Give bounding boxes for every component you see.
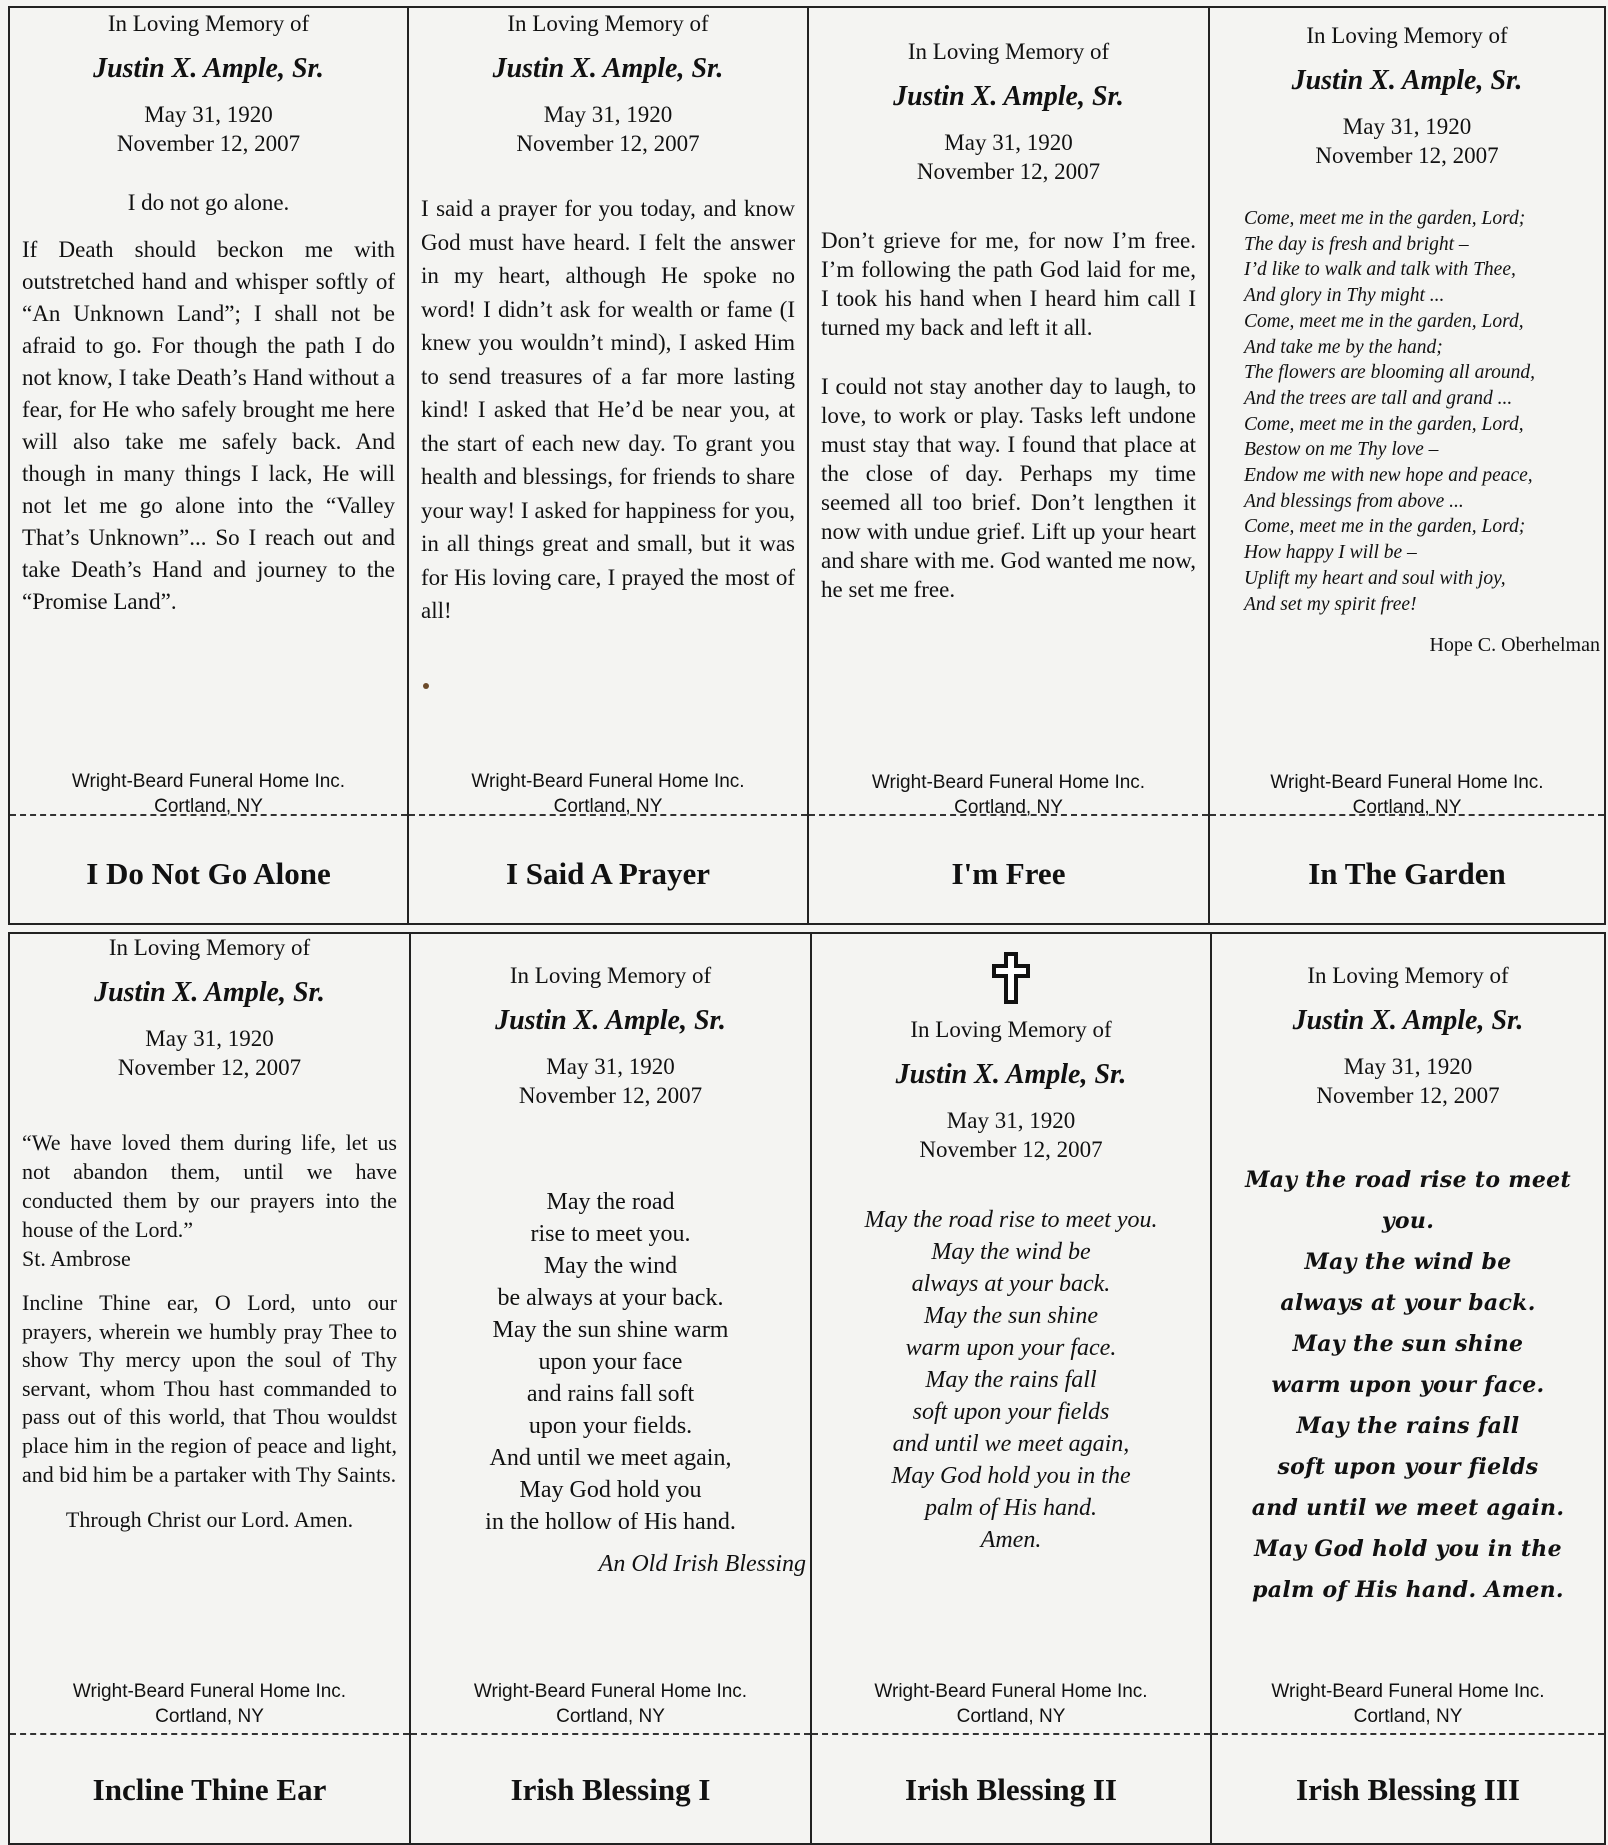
blessing-line: be always at your back. [497, 1285, 724, 1311]
blessing-line: May the road rise to meet you. [864, 1207, 1158, 1233]
poem-line: And set my spirit free! [1244, 593, 1417, 615]
funeral-home-footer [1212, 1679, 1604, 1729]
death-date: November 12, 2007 [117, 1055, 302, 1080]
birth-date: May 31, 1920 [546, 1054, 675, 1079]
funeral-home-name: Wright-Beard Funeral Home Inc. [471, 771, 745, 792]
death-date: November 12, 2007 [518, 1083, 703, 1108]
poem-paragraph-2: I could not stay another day to laugh, to love, to work or play. Tasks left undone must stay that way. I found that place at the close of day. Perhaps my time seemed all too brief. Don’t lengthen it now with undue grief. Lift up your heart and share with me. God wanted me now, he set me free. [821, 374, 1196, 602]
card-header [1210, 22, 1604, 170]
funeral-home-location: Cortland, NY [954, 797, 1063, 818]
blessing-body [824, 1204, 1198, 1556]
cut-line [10, 814, 407, 816]
blessing-line: and until we meet again. [1251, 1495, 1565, 1521]
in-loving-memory-label: In Loving Memory of [1306, 23, 1508, 48]
deceased-name: Justin X. Ample, Sr. [94, 977, 325, 1008]
funeral-home-location: Cortland, NY [155, 1706, 264, 1727]
funeral-home-name: Wright-Beard Funeral Home Inc. [871, 772, 1146, 793]
card-i-said-a-prayer [409, 8, 809, 923]
in-loving-memory-label: In Loving Memory of [507, 11, 709, 36]
blessing-line: warm upon your face. [1271, 1372, 1545, 1398]
funeral-home-footer [809, 770, 1208, 820]
blessing-line: and rains fall soft [526, 1381, 695, 1407]
blessing-line: May the wind [543, 1253, 678, 1279]
deceased-name: Justin X. Ample, Sr. [495, 1005, 726, 1036]
blessing-line: May the road [546, 1189, 675, 1215]
poem-paragraph: If Death should beckon me with outstretched hand and whisper softly of “An Unknown Land”; I shall not be afraid to go. For though the path I do not know, I take Death’s Hand without a fear, for He who safely brought me here will also take me safely back. And though in many things I lack, He will not let me go alone into the “Valley That’s Unknown”... So I reach out and take Death’s Hand and journey to the “Promise Land”. [22, 237, 395, 614]
poem-line: And the trees are tall and grand ... [1244, 387, 1513, 409]
blessing-line: always at your back. [1280, 1290, 1536, 1316]
card-title: Irish Blessing II [905, 1772, 1117, 1807]
poem-opening-line: I do not go alone. [127, 190, 290, 215]
poem-body [22, 188, 395, 618]
card-title: Irish Blessing I [510, 1772, 711, 1807]
blessing-line: May God hold you in the [1254, 1536, 1562, 1562]
card-incline-thine-ear [10, 934, 411, 1845]
poem-body [1244, 206, 1600, 659]
blessing-line: May God hold you in the [891, 1463, 1131, 1489]
birth-date: May 31, 1920 [145, 1026, 274, 1051]
card-in-the-garden [1210, 8, 1604, 923]
blessing-line: and until we meet again, [892, 1431, 1130, 1457]
card-header [809, 38, 1208, 186]
blessing-line: May God hold you [519, 1477, 702, 1503]
card-title: In The Garden [1308, 856, 1506, 891]
prayer-body [22, 1128, 397, 1534]
funeral-home-footer [1210, 770, 1604, 820]
birth-date: May 31, 1920 [1342, 114, 1472, 139]
deceased-name: Justin X. Ample, Sr. [895, 1059, 1127, 1090]
funeral-home-name: Wright-Beard Funeral Home Inc. [1270, 772, 1544, 793]
funeral-home-location: Cortland, NY [956, 1706, 1066, 1727]
death-date: November 12, 2007 [919, 1137, 1103, 1162]
deceased-name: Justin X. Ample, Sr. [93, 53, 324, 84]
birth-date: May 31, 1920 [944, 130, 1073, 155]
birth-date: May 31, 1920 [1343, 1054, 1473, 1079]
death-date: November 12, 2007 [516, 131, 700, 156]
funeral-home-location: Cortland, NY [1353, 1706, 1463, 1727]
blessing-line: palm of His hand. [924, 1495, 1097, 1521]
funeral-home-name: Wright-Beard Funeral Home Inc. [1271, 1681, 1545, 1702]
death-date: November 12, 2007 [916, 159, 1101, 184]
poem-line: Come, meet me in the garden, Lord, [1244, 413, 1524, 435]
card-header [409, 10, 807, 158]
deceased-name: Justin X. Ample, Sr. [1292, 1005, 1524, 1036]
card-header [812, 1016, 1210, 1164]
card-header [10, 934, 409, 1082]
poem-line: The flowers are blooming all around, [1244, 362, 1536, 384]
blessing-attribution: An Old Irish Blessing [598, 1551, 806, 1577]
blessing-line: palm of His hand. Amen. [1252, 1577, 1564, 1603]
in-loving-memory-label: In Loving Memory of [910, 1017, 1112, 1042]
blessing-line: soft upon your fields [1277, 1454, 1539, 1480]
funeral-home-footer [409, 769, 807, 819]
prayer-paragraph: Incline Thine ear, O Lord, unto our prayers, wherein we humbly pray Thee to show Thy mercy upon the soul of Thy servant, whom Thou hast commanded to pass out of this world, that Thou wouldst place him in the region of peace and light, and bid him be a partaker with Thy Saints. [22, 1290, 397, 1487]
cut-line [1212, 1733, 1604, 1735]
blessing-line: May the rains fall [1296, 1413, 1520, 1439]
deceased-name: Justin X. Ample, Sr. [1291, 65, 1523, 96]
card-header [10, 10, 407, 158]
blessing-line: in the hollow of His hand. [485, 1509, 736, 1535]
poem-line: Uplift my heart and soul with joy, [1244, 567, 1506, 589]
card-title: Incline Thine Ear [92, 1772, 327, 1807]
poem-line: I’d like to walk and talk with Thee, [1244, 259, 1516, 281]
in-loving-memory-label: In Loving Memory of [907, 39, 1110, 64]
in-loving-memory-label: In Loving Memory of [108, 935, 311, 960]
funeral-home-footer [411, 1679, 810, 1729]
poem-line: And take me by the hand; [1244, 336, 1443, 358]
prayer-quote-author: St. Ambrose [22, 1246, 131, 1271]
poem-line: Bestow on me Thy love – [1244, 439, 1439, 461]
blessing-line: May the wind be [1304, 1249, 1512, 1275]
blessing-line: May the wind be [931, 1239, 1091, 1265]
card-header [1212, 962, 1604, 1110]
funeral-home-location: Cortland, NY [553, 796, 663, 817]
card-irish-blessing-3 [1212, 934, 1604, 1845]
funeral-home-name: Wright-Beard Funeral Home Inc. [473, 1681, 748, 1702]
blessing-line: And until we meet again, [489, 1445, 732, 1471]
birth-date: May 31, 1920 [144, 102, 273, 127]
funeral-home-name: Wright-Beard Funeral Home Inc. [72, 1681, 347, 1702]
blessing-body [423, 1186, 806, 1580]
blessing-line: soft upon your fields [912, 1399, 1110, 1425]
paper-speck [423, 683, 429, 689]
in-loving-memory-label: In Loving Memory of [1307, 963, 1509, 988]
blessing-body [1216, 1160, 1600, 1611]
blessing-line: May the rains fall [925, 1367, 1097, 1393]
cut-line [1210, 814, 1604, 816]
death-date: November 12, 2007 [116, 131, 301, 156]
card-title: I Said A Prayer [505, 856, 711, 891]
poem-author: Hope C. Oberhelman [1429, 634, 1600, 657]
cut-line [809, 814, 1208, 816]
blessing-line: May the sun shine warm [492, 1317, 729, 1343]
blessing-line: upon your face [538, 1349, 683, 1375]
card-im-free [809, 8, 1210, 923]
death-date: November 12, 2007 [1315, 143, 1499, 168]
blessing-line: warm upon your face. [905, 1335, 1117, 1361]
card-i-do-not-go-alone [10, 8, 409, 923]
funeral-home-footer [812, 1679, 1210, 1729]
card-title: Irish Blessing III [1296, 1772, 1520, 1807]
poem-line: How happy I will be – [1244, 542, 1417, 564]
poem-body [821, 226, 1196, 604]
cut-line [812, 1733, 1210, 1735]
poem-paragraph: I said a prayer for you today, and know God must have heard. I felt the answer in my heart, although He spoke no word! I didn’t ask for wealth or fame (I knew you wouldn’t mind), I asked Him to send treasures of a far more lasting kind! I asked that He’d be near you, at the start of each new day. To grant you health and blessings, for friends to share your way! I asked for happiness for you, in all things great and small, but it was for His loving care, I prayed the most of all! [421, 196, 795, 623]
cross-icon [991, 952, 1031, 1004]
blessing-line: rise to meet you. [530, 1221, 691, 1247]
funeral-home-location: Cortland, NY [154, 796, 263, 817]
birth-date: May 31, 1920 [543, 102, 673, 127]
cut-line [10, 1733, 409, 1735]
poem-line: Endow me with new hope and peace, [1244, 465, 1533, 487]
funeral-home-name: Wright-Beard Funeral Home Inc. [71, 771, 346, 792]
funeral-home-name: Wright-Beard Funeral Home Inc. [874, 1681, 1148, 1702]
blessing-line: May the road rise to meet you. [1245, 1167, 1571, 1234]
deceased-name: Justin X. Ample, Sr. [893, 81, 1124, 112]
cut-line [409, 814, 807, 816]
card-header [411, 962, 810, 1110]
blessing-line: upon your fields. [528, 1413, 693, 1439]
blessing-line: Amen. [980, 1527, 1042, 1553]
blessing-line: always at your back. [911, 1271, 1111, 1297]
death-date: November 12, 2007 [1316, 1083, 1500, 1108]
blessing-line: May the sun shine [924, 1303, 1098, 1329]
card-title: I Do Not Go Alone [86, 856, 331, 891]
poem-line: And blessings from above ... [1244, 490, 1464, 512]
in-loving-memory-label: In Loving Memory of [107, 11, 310, 36]
card-irish-blessing-1 [411, 934, 812, 1845]
card-irish-blessing-2 [812, 934, 1212, 1845]
poem-line: Come, meet me in the garden, Lord, [1244, 310, 1524, 332]
funeral-home-location: Cortland, NY [556, 1706, 665, 1727]
poem-line: Come, meet me in the garden, Lord; [1244, 516, 1526, 538]
prayer-quote: “We have loved them during life, let us not abandon them, until we have conducted them by our prayers into the house of the Lord.” [22, 1130, 397, 1242]
funeral-home-footer [10, 769, 407, 819]
poem-body [421, 192, 795, 628]
card-title: I'm Free [951, 856, 1066, 891]
deceased-name: Justin X. Ample, Sr. [492, 53, 724, 84]
blessing-line: May the sun shine [1292, 1331, 1524, 1357]
funeral-home-footer [10, 1679, 409, 1729]
prayer-closing: Through Christ our Lord. Amen. [65, 1507, 354, 1533]
poem-line: Come, meet me in the garden, Lord; [1244, 208, 1526, 229]
poem-line: The day is fresh and bright – [1244, 233, 1469, 255]
funeral-home-location: Cortland, NY [1352, 797, 1462, 818]
cut-line [411, 1733, 810, 1735]
birth-date: May 31, 1920 [946, 1108, 1076, 1133]
in-loving-memory-label: In Loving Memory of [509, 963, 712, 988]
poem-line: And glory in Thy might ... [1244, 285, 1445, 307]
poem-paragraph-1: Don’t grieve for me, for now I’m free. I’m following the path God laid for me, I took his hand when I heard him call I turned my back and left it all. [821, 228, 1196, 340]
